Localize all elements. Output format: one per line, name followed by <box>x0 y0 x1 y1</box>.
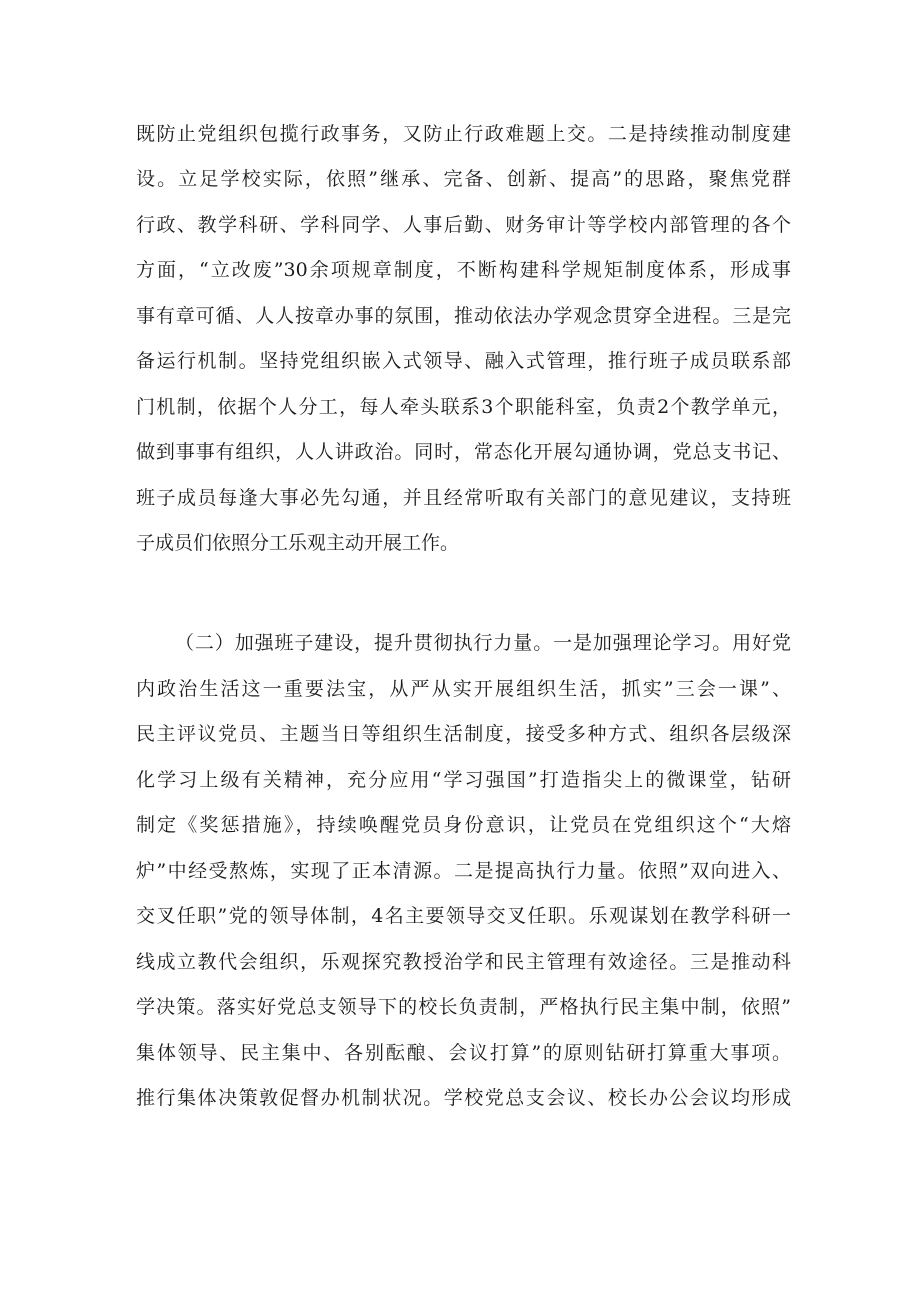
paragraph-1-line-3: 行政、教学科研、学科同学、人事后勤、财务审计等学校内部管理的各个 <box>136 214 791 236</box>
paragraph-1-line-1: 既防止党组织包揽行政事务，又防止行政难题上交。二是持续推动制度建 <box>136 123 791 145</box>
paragraph-1-line-9: 班子成员每逢大事必先勾通，并且经常听取有关部门的意见建议，支持班 <box>136 487 791 509</box>
paragraph-1-line-4: 方面，“立改废”30余项规章制度，不断构建科学规矩制度体系，形成事 <box>136 259 791 281</box>
paragraph-1-line-8: 做到事事有组织，人人讲政治。同时，常态化开展勾通协调，党总支书记、 <box>136 441 791 463</box>
paragraph-2-line-6: 炉”中经受熬炼，实现了正本清源。二是提高执行力量。依照”双向进入、 <box>136 860 791 882</box>
paragraph-1-line-6: 备运行机制。坚持党组织嵌入式领导、融入式管理，推行班子成员联系部 <box>136 350 791 372</box>
paragraph-2-line-8: 线成立教代会组织，乐观探究教授治学和民主管理有效途径。三是推动科 <box>136 951 791 973</box>
paragraph-1-line-5: 事有章可循、人人按章办事的氛围，推动依法办学观念贯穿全进程。三是完 <box>136 305 791 327</box>
paragraph-2-line-9: 学决策。落实好党总支领导下的校长负责制，严格执行民主集中制，依照” <box>136 996 791 1018</box>
paragraph-2-line-11: 推行集体决策敦促督办机制状况。学校党总支会议、校长办公会议均形成 <box>136 1087 791 1109</box>
paragraph-2-line-10: 集体领导、民主集中、各别酝酿、会议打算”的原则钻研打算重大事项。 <box>136 1042 791 1064</box>
paragraph-2-line-5: 制定《奖惩措施》，持续唤醒党员身份意识，让党员在党组织这个“大熔 <box>136 814 791 836</box>
paragraph-2-line-4: 化学习上级有关精神，充分应用“学习强国”打造指尖上的微课堂，钻研 <box>136 769 791 791</box>
paragraph-2-line-1: （二）加强班子建设，提升贯彻执行力量。一是加强理论学习。用好党 <box>175 632 791 654</box>
paragraph-1-line-2: 设。立足学校实际，依照”继承、完备、创新、提高”的思路，聚焦党群 <box>136 168 791 190</box>
paragraph-2-line-7: 交叉任职”党的领导体制，4名主要领导交叉任职。乐观谋划在教学科研一 <box>136 905 791 927</box>
paragraph-2-line-3: 民主评议党员、主题当日等组织生活制度，接受多种方式、组织各层级深 <box>136 723 791 745</box>
paragraph-2-line-2: 内政治生活这一重要法宝，从严从实开展组织生活，抓实”三会一课”、 <box>136 678 791 700</box>
paragraph-1-line-7: 门机制，依据个人分工，每人牵头联系3个职能科室，负责2个教学单元， <box>136 396 791 418</box>
paragraph-1-line-10: 子成员们依照分工乐观主动开展工作。 <box>136 532 460 554</box>
